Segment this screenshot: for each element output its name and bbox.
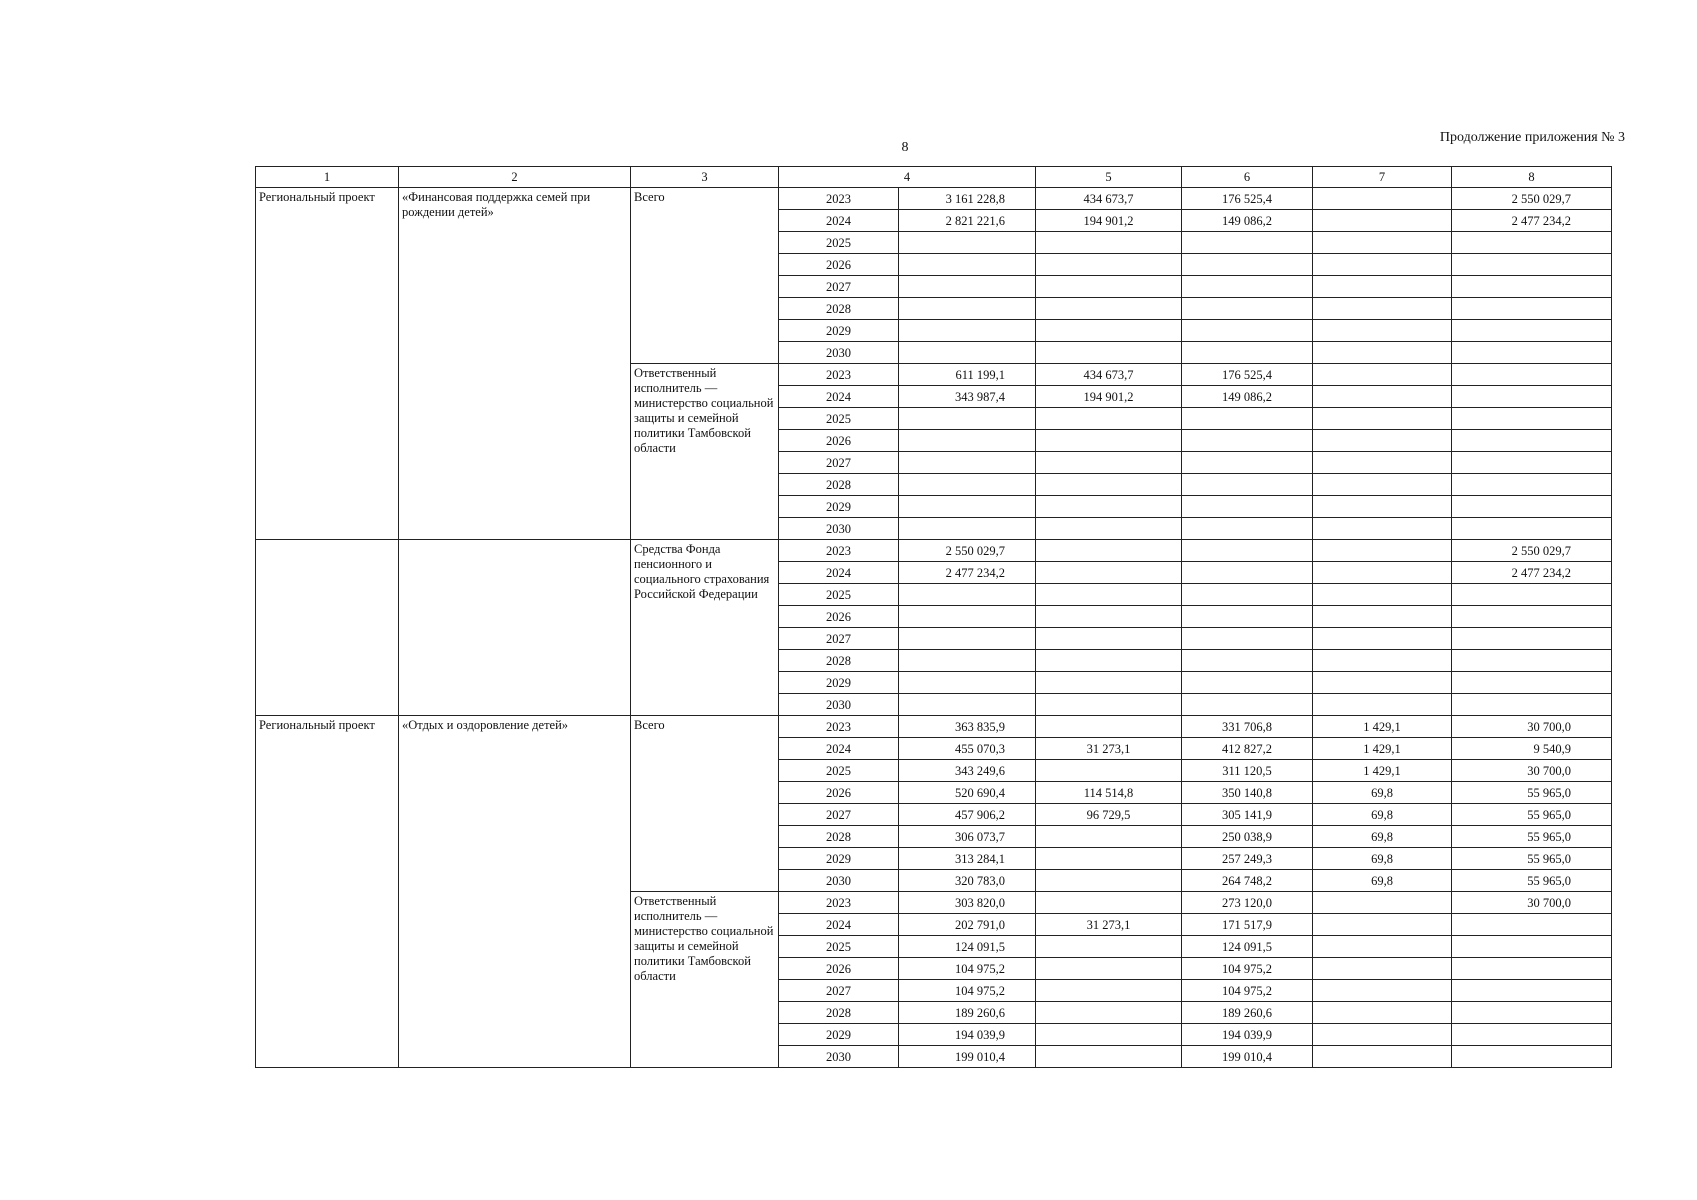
value-cell-c7 [1313,958,1452,980]
value-cell-c8 [1452,1002,1612,1024]
value-cell-c4: 202 791,0 [899,914,1036,936]
value-cell-c5 [1036,452,1182,474]
year-cell: 2023 [779,364,899,386]
value-cell-c8 [1452,474,1612,496]
value-cell-c5 [1036,276,1182,298]
value-cell-c5 [1036,474,1182,496]
value-cell-c8 [1452,1046,1612,1068]
header-row [256,167,1612,188]
value-cell-c8: 55 965,0 [1452,848,1612,870]
value-cell-c8 [1452,650,1612,672]
value-cell-c7: 1 429,1 [1313,760,1452,782]
value-cell-c4 [899,276,1036,298]
value-cell-c4: 194 039,9 [899,1024,1036,1046]
value-cell-c4 [899,496,1036,518]
value-cell-c6: 273 120,0 [1182,892,1313,914]
table-row [256,188,1612,210]
header-cell-7: 7 [1313,167,1452,188]
value-cell-c8 [1452,518,1612,540]
value-cell-c8 [1452,672,1612,694]
value-cell-c8 [1452,364,1612,386]
value-cell-c4: 363 835,9 [899,716,1036,738]
value-cell-c8 [1452,342,1612,364]
year-cell: 2024 [779,562,899,584]
value-cell-c6 [1182,518,1313,540]
value-cell-c7 [1313,936,1452,958]
year-cell: 2024 [779,386,899,408]
budget-table [255,166,1612,1068]
value-cell-c6 [1182,452,1313,474]
value-cell-c5: 194 901,2 [1036,386,1182,408]
value-cell-c6 [1182,584,1313,606]
value-cell-c7 [1313,474,1452,496]
value-cell-c6: 149 086,2 [1182,210,1313,232]
header-cell-3: 3 [631,167,779,188]
value-cell-c7 [1313,980,1452,1002]
year-cell: 2030 [779,518,899,540]
year-cell: 2023 [779,540,899,562]
year-cell: 2025 [779,584,899,606]
continuation-title: Продолжение приложения № 3 [1439,130,1625,145]
value-cell-c4 [899,254,1036,276]
value-cell-c4 [899,628,1036,650]
value-cell-c4 [899,232,1036,254]
value-cell-c5: 31 273,1 [1036,738,1182,760]
value-cell-c5 [1036,342,1182,364]
value-cell-c4 [899,606,1036,628]
value-cell-c5 [1036,892,1182,914]
value-cell-c6: 171 517,9 [1182,914,1313,936]
value-cell-c4 [899,672,1036,694]
value-cell-c6: 194 039,9 [1182,1024,1313,1046]
value-cell-c6 [1182,562,1313,584]
year-cell: 2028 [779,1002,899,1024]
header-cell-5: 5 [1036,167,1182,188]
value-cell-c8 [1452,386,1612,408]
value-cell-c8: 55 965,0 [1452,870,1612,892]
value-cell-c7 [1313,694,1452,716]
value-cell-c8 [1452,914,1612,936]
value-cell-c7 [1313,914,1452,936]
value-cell-c5 [1036,606,1182,628]
year-cell: 2026 [779,782,899,804]
value-cell-c6 [1182,408,1313,430]
year-cell: 2024 [779,738,899,760]
value-cell-c5: 114 514,8 [1036,782,1182,804]
value-cell-c4 [899,342,1036,364]
value-cell-c5 [1036,716,1182,738]
year-cell: 2029 [779,320,899,342]
header-cell-6: 6 [1182,167,1313,188]
value-cell-c6 [1182,628,1313,650]
table-row [256,716,1612,738]
value-cell-c4: 520 690,4 [899,782,1036,804]
value-cell-c5 [1036,826,1182,848]
value-cell-c8: 30 700,0 [1452,760,1612,782]
value-cell-c6: 176 525,4 [1182,364,1313,386]
year-cell: 2030 [779,342,899,364]
value-cell-c6: 331 706,8 [1182,716,1313,738]
value-cell-c7: 69,8 [1313,804,1452,826]
project-name-cell [399,540,631,716]
value-cell-c7 [1313,386,1452,408]
value-cell-c5 [1036,254,1182,276]
project-type-cell: Региональный проект [256,716,399,1068]
value-cell-c5 [1036,562,1182,584]
value-cell-c5 [1036,980,1182,1002]
table-body [256,188,1612,1068]
value-cell-c7 [1313,254,1452,276]
value-cell-c8 [1452,980,1612,1002]
value-cell-c6 [1182,320,1313,342]
value-cell-c7 [1313,408,1452,430]
value-cell-c8 [1452,496,1612,518]
year-cell: 2027 [779,452,899,474]
value-cell-c5 [1036,936,1182,958]
value-cell-c6 [1182,496,1313,518]
value-cell-c6: 104 975,2 [1182,980,1313,1002]
value-cell-c8 [1452,452,1612,474]
value-cell-c8: 55 965,0 [1452,826,1612,848]
year-cell: 2029 [779,848,899,870]
value-cell-c8 [1452,1024,1612,1046]
value-cell-c5 [1036,430,1182,452]
year-cell: 2026 [779,958,899,980]
value-cell-c6: 257 249,3 [1182,848,1313,870]
value-cell-c5 [1036,958,1182,980]
year-cell: 2030 [779,1046,899,1068]
header-cell-2: 2 [399,167,631,188]
value-cell-c4 [899,650,1036,672]
value-cell-c5 [1036,672,1182,694]
value-cell-c4: 320 783,0 [899,870,1036,892]
value-cell-c7 [1313,210,1452,232]
value-cell-c6: 176 525,4 [1182,188,1313,210]
value-cell-c6 [1182,232,1313,254]
value-cell-c7 [1313,892,1452,914]
value-cell-c5 [1036,870,1182,892]
value-cell-c6: 412 827,2 [1182,738,1313,760]
value-cell-c5 [1036,650,1182,672]
value-cell-c8 [1452,298,1612,320]
value-cell-c8: 2 477 234,2 [1452,562,1612,584]
value-cell-c6: 311 120,5 [1182,760,1313,782]
year-cell: 2027 [779,980,899,1002]
value-cell-c5 [1036,298,1182,320]
value-cell-c4: 313 284,1 [899,848,1036,870]
year-cell: 2028 [779,298,899,320]
year-cell: 2028 [779,650,899,672]
value-cell-c8: 55 965,0 [1452,782,1612,804]
value-cell-c4: 2 550 029,7 [899,540,1036,562]
year-cell: 2026 [779,430,899,452]
value-cell-c4: 457 906,2 [899,804,1036,826]
value-cell-c4: 189 260,6 [899,1002,1036,1024]
year-cell: 2025 [779,232,899,254]
value-cell-c5 [1036,694,1182,716]
value-cell-c7 [1313,298,1452,320]
value-cell-c5: 434 673,7 [1036,364,1182,386]
value-cell-c7 [1313,584,1452,606]
value-cell-c7 [1313,342,1452,364]
value-cell-c6: 104 975,2 [1182,958,1313,980]
value-cell-c6: 350 140,8 [1182,782,1313,804]
year-cell: 2027 [779,276,899,298]
value-cell-c6 [1182,298,1313,320]
value-cell-c8 [1452,958,1612,980]
value-cell-c7 [1313,188,1452,210]
value-cell-c7 [1313,232,1452,254]
value-cell-c8 [1452,430,1612,452]
value-cell-c7 [1313,562,1452,584]
year-cell: 2025 [779,936,899,958]
value-cell-c6 [1182,540,1313,562]
project-type-cell: Региональный проект [256,188,399,540]
value-cell-c6: 149 086,2 [1182,386,1313,408]
value-cell-c4: 2 821 221,6 [899,210,1036,232]
value-cell-c5 [1036,628,1182,650]
value-cell-c7: 69,8 [1313,782,1452,804]
value-cell-c6 [1182,430,1313,452]
value-cell-c4: 2 477 234,2 [899,562,1036,584]
value-cell-c4: 303 820,0 [899,892,1036,914]
value-cell-c8 [1452,408,1612,430]
value-cell-c4: 611 199,1 [899,364,1036,386]
year-cell: 2030 [779,870,899,892]
value-cell-c7 [1313,1046,1452,1068]
value-cell-c7 [1313,276,1452,298]
value-cell-c4: 343 987,4 [899,386,1036,408]
value-cell-c8 [1452,606,1612,628]
year-cell: 2029 [779,1024,899,1046]
value-cell-c7 [1313,430,1452,452]
value-cell-c8: 30 700,0 [1452,892,1612,914]
value-cell-c7 [1313,518,1452,540]
project-name-cell: «Отдых и оздоровление детей» [399,716,631,1068]
value-cell-c5 [1036,760,1182,782]
value-cell-c5 [1036,496,1182,518]
value-cell-c7: 69,8 [1313,870,1452,892]
year-cell: 2028 [779,474,899,496]
value-cell-c5: 31 273,1 [1036,914,1182,936]
value-cell-c5 [1036,320,1182,342]
value-cell-c4: 455 070,3 [899,738,1036,760]
value-cell-c4: 343 249,6 [899,760,1036,782]
value-cell-c4: 306 073,7 [899,826,1036,848]
value-cell-c8 [1452,232,1612,254]
funding-source-cell: Всего [631,716,779,892]
year-cell: 2027 [779,804,899,826]
value-cell-c5 [1036,540,1182,562]
page-number: 8 [901,140,909,155]
funding-source-cell: Ответственный исполнитель — министерство социальной защиты и семейной политики Тамбовской области [631,892,779,1068]
year-cell: 2023 [779,188,899,210]
value-cell-c5 [1036,1046,1182,1068]
value-cell-c4: 199 010,4 [899,1046,1036,1068]
value-cell-c7 [1313,452,1452,474]
value-cell-c8: 2 550 029,7 [1452,188,1612,210]
header-cell-4: 4 [779,167,1036,188]
value-cell-c6 [1182,474,1313,496]
value-cell-c8 [1452,936,1612,958]
value-cell-c7: 1 429,1 [1313,738,1452,760]
value-cell-c5 [1036,848,1182,870]
value-cell-c6 [1182,672,1313,694]
value-cell-c6 [1182,254,1313,276]
project-name-cell: «Финансовая поддержка семей при рождении детей» [399,188,631,540]
value-cell-c5 [1036,518,1182,540]
value-cell-c7 [1313,628,1452,650]
value-cell-c6 [1182,606,1313,628]
value-cell-c4: 3 161 228,8 [899,188,1036,210]
value-cell-c7 [1313,606,1452,628]
value-cell-c5 [1036,232,1182,254]
value-cell-c8: 30 700,0 [1452,716,1612,738]
value-cell-c7 [1313,1024,1452,1046]
year-cell: 2026 [779,606,899,628]
value-cell-c4 [899,298,1036,320]
value-cell-c8: 55 965,0 [1452,804,1612,826]
year-cell: 2029 [779,672,899,694]
value-cell-c5: 96 729,5 [1036,804,1182,826]
value-cell-c4: 104 975,2 [899,980,1036,1002]
year-cell: 2028 [779,826,899,848]
value-cell-c8 [1452,694,1612,716]
value-cell-c5 [1036,1024,1182,1046]
year-cell: 2024 [779,914,899,936]
funding-source-cell: Всего [631,188,779,364]
value-cell-c4: 104 975,2 [899,958,1036,980]
value-cell-c6 [1182,276,1313,298]
value-cell-c7 [1313,1002,1452,1024]
value-cell-c5: 194 901,2 [1036,210,1182,232]
value-cell-c4 [899,518,1036,540]
year-cell: 2025 [779,760,899,782]
year-cell: 2030 [779,694,899,716]
value-cell-c5 [1036,584,1182,606]
value-cell-c7: 69,8 [1313,826,1452,848]
value-cell-c7 [1313,650,1452,672]
value-cell-c8 [1452,276,1612,298]
value-cell-c5 [1036,408,1182,430]
header-cell-8: 8 [1452,167,1612,188]
value-cell-c8: 9 540,9 [1452,738,1612,760]
year-cell: 2026 [779,254,899,276]
value-cell-c7 [1313,320,1452,342]
value-cell-c6: 199 010,4 [1182,1046,1313,1068]
value-cell-c7: 69,8 [1313,848,1452,870]
value-cell-c4 [899,430,1036,452]
value-cell-c4 [899,452,1036,474]
value-cell-c8: 2 550 029,7 [1452,540,1612,562]
value-cell-c8 [1452,320,1612,342]
value-cell-c6 [1182,342,1313,364]
year-cell: 2029 [779,496,899,518]
value-cell-c5 [1036,1002,1182,1024]
value-cell-c8 [1452,584,1612,606]
value-cell-c7 [1313,672,1452,694]
year-cell: 2024 [779,210,899,232]
value-cell-c4 [899,320,1036,342]
value-cell-c6 [1182,694,1313,716]
value-cell-c4 [899,584,1036,606]
year-cell: 2025 [779,408,899,430]
value-cell-c7 [1313,364,1452,386]
value-cell-c8 [1452,254,1612,276]
value-cell-c6: 189 260,6 [1182,1002,1313,1024]
year-cell: 2023 [779,716,899,738]
year-cell: 2023 [779,892,899,914]
value-cell-c4 [899,474,1036,496]
table-row [256,540,1612,562]
funding-source-cell: Ответственный исполнитель — министерство социальной защиты и семейной политики Тамбовской области [631,364,779,540]
funding-source-cell: Средства Фонда пенсионного и социального страхования Российской Федерации [631,540,779,716]
value-cell-c8 [1452,628,1612,650]
project-type-cell [256,540,399,716]
value-cell-c6: 264 748,2 [1182,870,1313,892]
header-cell-1: 1 [256,167,399,188]
value-cell-c6 [1182,650,1313,672]
year-cell: 2027 [779,628,899,650]
value-cell-c4: 124 091,5 [899,936,1036,958]
value-cell-c4 [899,694,1036,716]
value-cell-c7 [1313,540,1452,562]
value-cell-c6: 124 091,5 [1182,936,1313,958]
value-cell-c6: 250 038,9 [1182,826,1313,848]
value-cell-c7: 1 429,1 [1313,716,1452,738]
value-cell-c8: 2 477 234,2 [1452,210,1612,232]
value-cell-c7 [1313,496,1452,518]
value-cell-c5: 434 673,7 [1036,188,1182,210]
value-cell-c4 [899,408,1036,430]
value-cell-c6: 305 141,9 [1182,804,1313,826]
